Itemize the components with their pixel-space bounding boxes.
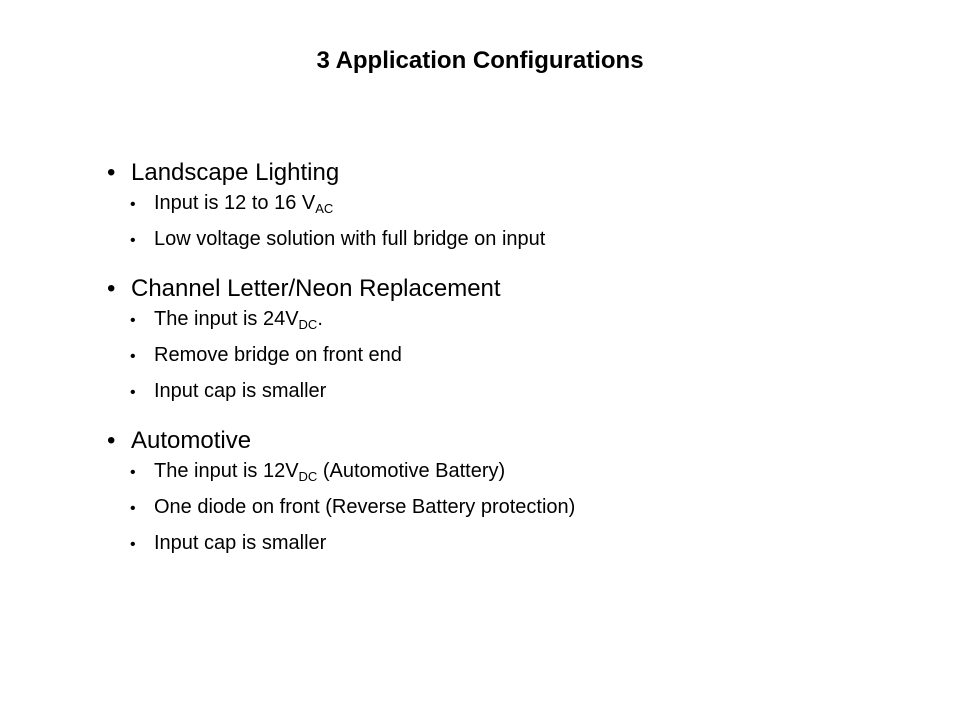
section-landscape-lighting: [107, 158, 907, 253]
bullet-icon: •: [130, 348, 136, 365]
bullet-icon: •: [107, 427, 116, 454]
sub-bullet-text: The input is $12V_{DC}$ (Automotive Battery): [154, 460, 506, 484]
bullet-icon: •: [130, 196, 136, 213]
section-heading: Channel Letter/Neon Replacement: [131, 275, 501, 302]
bullet-item: [107, 274, 907, 304]
subscript: DC: [298, 317, 318, 332]
sub-bullet-item: [130, 495, 907, 521]
sub-bullet-text: One diode on front (Reverse Battery protection): [154, 496, 576, 518]
bullet-icon: •: [107, 159, 116, 186]
slide-title: 3 Application Configurations: [316, 47, 644, 74]
bullet-icon: •: [107, 275, 116, 302]
sub-bullet-text: Low voltage solution with full bridge on input: [154, 228, 546, 250]
bullet-icon: •: [130, 536, 136, 553]
sub-bullet-text: Input cap is smaller: [154, 532, 327, 554]
sub-bullet-item: [130, 459, 907, 485]
sub-bullet-item: [130, 191, 907, 217]
sub-bullet-item: [130, 379, 907, 405]
bullet-icon: •: [130, 464, 136, 481]
section-channel-letter: [107, 274, 907, 405]
section-heading: Landscape Lighting: [131, 159, 340, 186]
subscript: DC: [298, 469, 318, 484]
sub-bullet-text: The input is $24V_{DC}$.: [154, 308, 323, 332]
sub-bullet-text: Remove bridge on front end: [154, 344, 402, 366]
bullet-icon: •: [130, 232, 136, 249]
sub-bullet-text: Input cap is smaller: [154, 380, 327, 402]
bullet-icon: •: [130, 384, 136, 401]
bullet-icon: •: [130, 500, 136, 517]
section-automotive: [107, 426, 907, 557]
sub-bullet-item: [130, 531, 907, 557]
sub-bullet-text: Input is 12 to 16 $V_{AC}$: [154, 192, 334, 216]
sub-bullet-item: [130, 343, 907, 369]
subscript: AC: [315, 201, 334, 216]
bullet-list: [107, 158, 907, 557]
sub-bullet-item: [130, 227, 907, 253]
bullet-icon: •: [130, 312, 136, 329]
bullet-item: [107, 426, 907, 456]
section-heading: Automotive: [131, 427, 252, 454]
bullet-item: [107, 158, 907, 188]
sub-bullet-item: [130, 307, 907, 333]
